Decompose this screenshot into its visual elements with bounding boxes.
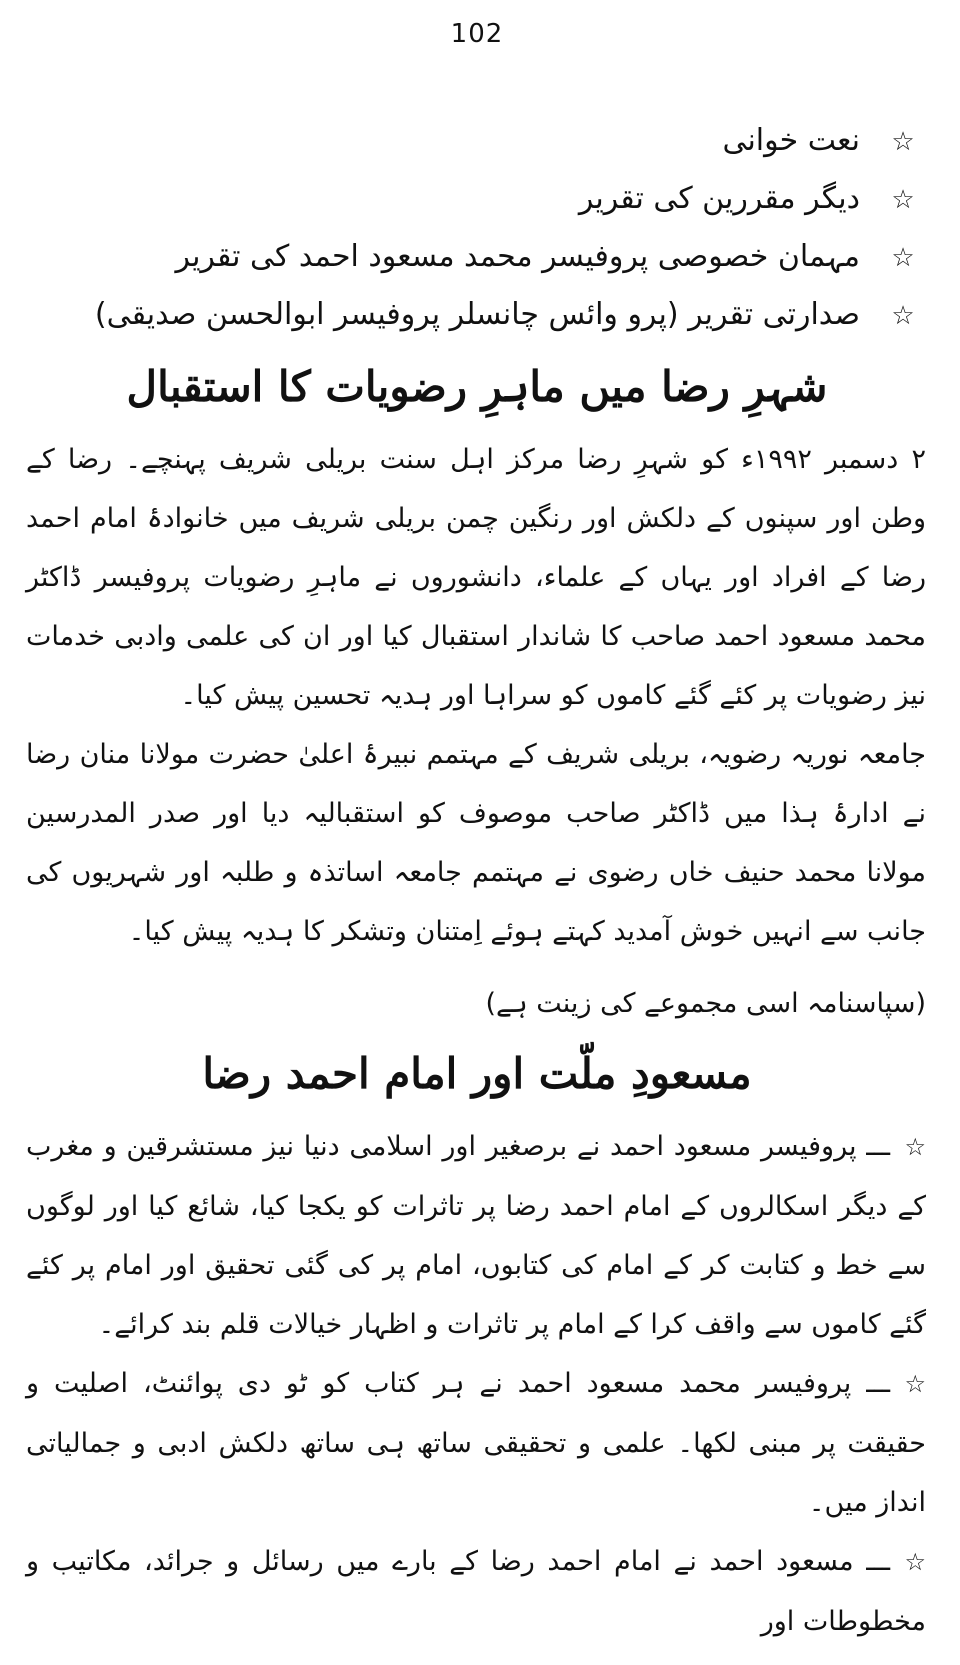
point-paragraph	[22, 1354, 932, 1532]
section-heading-reception: شہرِ رضا میں ماہرِ رضویات کا استقبال	[126, 362, 828, 411]
point-text: ـــ پروفیسر محمد مسعود احمد نے ہر کتاب کو ٹو دی پوائنٹ، اصلیت و حقیقت پر مبنی لکھا۔ علمی و تحقیقی ساتھ ہی ساتھ دلکش ادبی و جمالیاتی انداز میں۔	[26, 1368, 926, 1518]
reception-paragraph-2: جامعہ نوریہ رضویہ، بریلی شریف کے مہتمم نبیرۂ اعلیٰ حضرت مولانا منان رضا نے ادارۂ ہذا میں ڈاکٹر صاحب موصوف کو استقبالیہ دیا اور صدر المدرسین مولانا محمد حنیف خاں رضوی نے مہتمم جامعہ اساتذہ و طلبہ اور شہریوں کی جانب سے انہیں خوش آمدید کہتے ہوئے اِمتنان وتشکر کا ہدیہ پیش کیا۔	[26, 739, 926, 947]
point-paragraph	[22, 1117, 932, 1354]
program-item-text: صدارتی تقریر (پرو وائس چانسلر پروفیسر ابوالحسن صدیقی)	[94, 297, 860, 332]
star-icon: ☆	[904, 1133, 926, 1161]
program-list	[22, 112, 932, 344]
star-icon: ☆	[891, 301, 915, 331]
program-item	[22, 228, 920, 286]
section-heading-masood-millat: مسعودِ ملّت اور امام احمد رضا	[202, 1049, 752, 1098]
program-item-text: دیگر مقررین کی تقریر	[578, 181, 860, 216]
program-item-text: مہمان خصوصی پروفیسر محمد مسعود احمد کی تقریر	[175, 239, 860, 274]
page-number: 102	[450, 19, 504, 49]
sipasnama-note: (سپاسنامہ اسی مجموعے کی زینت ہے)	[485, 988, 926, 1019]
star-icon: ☆	[904, 1548, 926, 1576]
star-icon: ☆	[904, 1370, 926, 1398]
point-paragraph	[22, 1532, 932, 1651]
program-item	[22, 286, 920, 344]
star-icon: ☆	[891, 127, 915, 157]
program-item-text: نعت خوانی	[722, 123, 860, 158]
program-item	[22, 112, 920, 170]
reception-paragraph-1: ۲ دسمبر ۱۹۹۲ء کو شہرِ رضا مرکز اہل سنت بریلی شریف پہنچے۔ رضا کے وطن اور سپنوں کے دلکش اور رنگین چمن بریلی شریف میں خانوادۂ امام احمد رضا کے افراد اور یہاں کے علماء، دانشوروں نے ماہرِ رضویات پروفیسر ڈاکٹر محمد مسعود احمد صاحب کا شاندار استقبال کیا اور ان کی علمی وادبی خدمات نیز رضویات پر کئے گئے کاموں کو سراہا اور ہدیہ تحسین پیش کیا۔	[26, 444, 926, 711]
point-text: ـــ پروفیسر مسعود احمد نے برصغیر اور اسلامی دنیا نیز مستشرقین و مغرب کے دیگر اسکالروں کے امام احمد رضا پر تاثرات کو یکجا کیا، شائع کیا اور لوگوں سے خط و کتابت کر کے امام کی کتابوں، امام پر کی گئی تحقیق اور امام پر کئے گئے کاموں سے واقف کرا کے امام پر تاثرات و اظہار خیالات قلم بند کرائے۔	[26, 1131, 926, 1340]
program-item	[22, 170, 920, 228]
star-icon: ☆	[891, 185, 915, 215]
star-icon: ☆	[891, 243, 915, 273]
point-text: ـــ مسعود احمد نے امام احمد رضا کے بارے میں رسائل و جرائد، مکاتیب و مخطوطات اور	[26, 1546, 926, 1637]
